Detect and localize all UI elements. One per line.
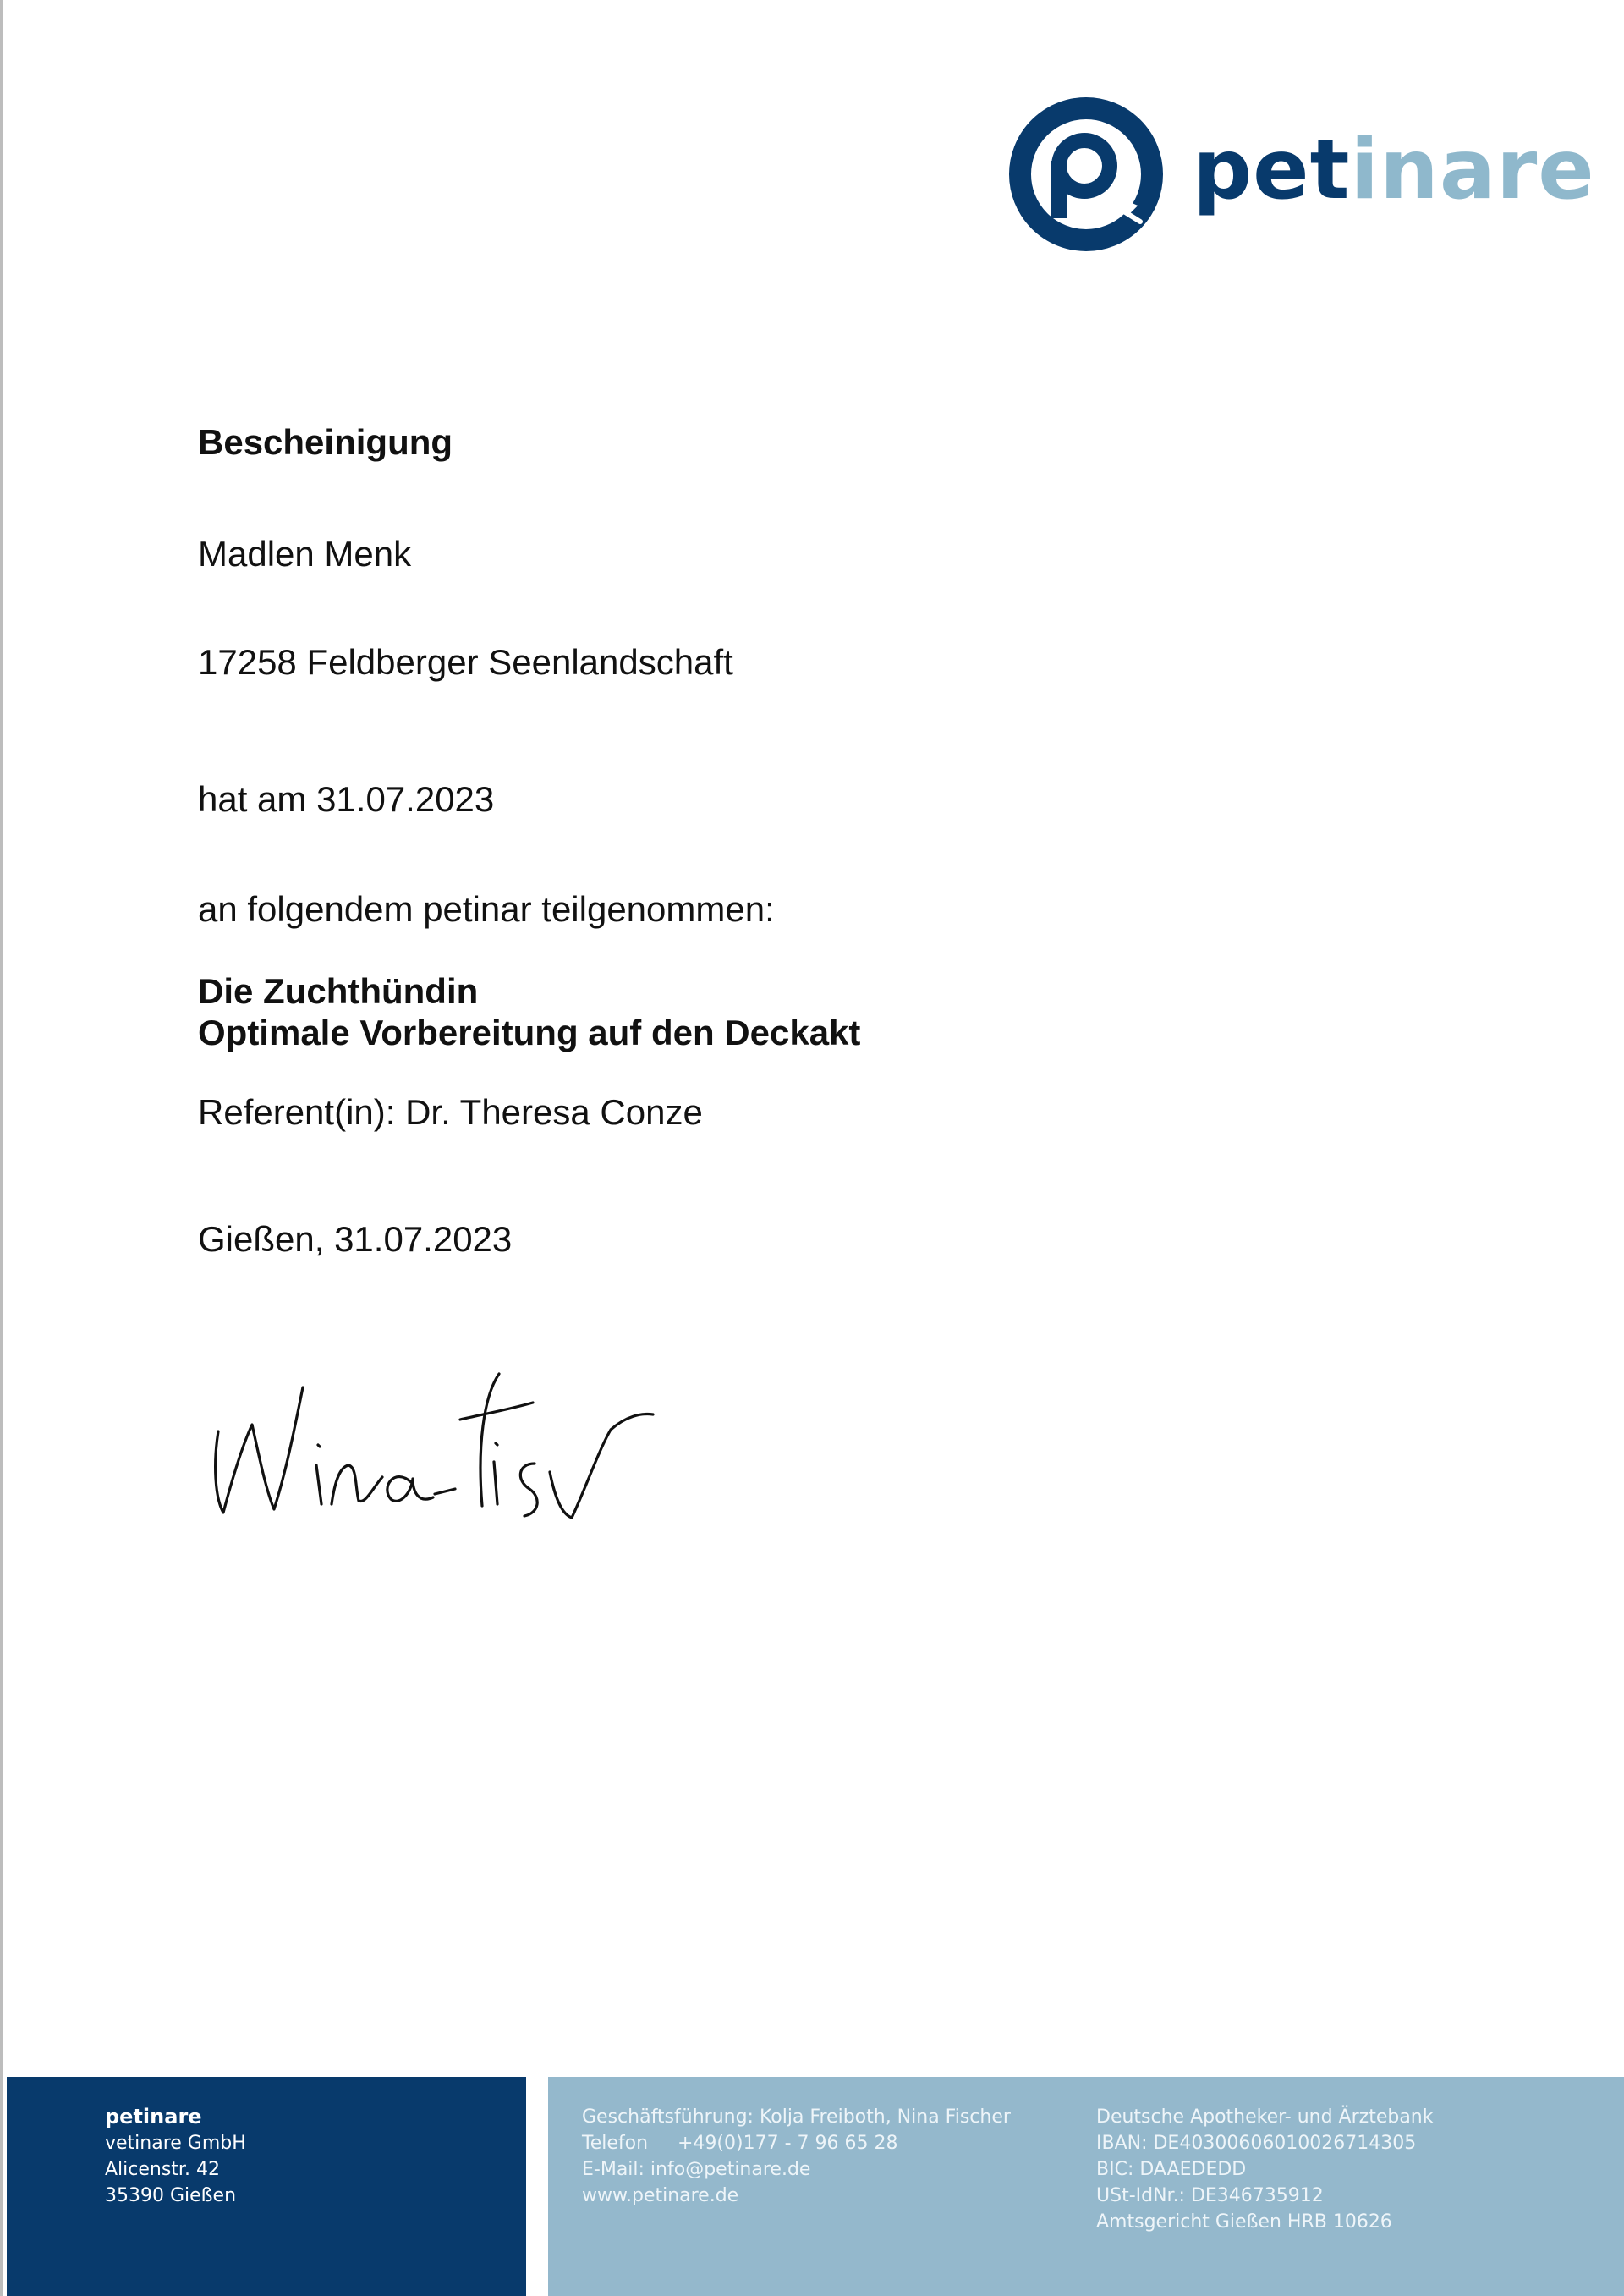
footer-contact	[582, 2104, 1011, 2209]
petinare-logo	[1007, 95, 1595, 255]
footer-bank	[1096, 2104, 1434, 2235]
footer-bank-name: Deutsche Apotheker- und Ärztebank	[1096, 2106, 1434, 2128]
participation-text: an folgendem petinar teilgenommen:	[198, 889, 775, 929]
footer-court: Amtsgericht Gießen HRB 10626	[1096, 2211, 1392, 2233]
footer-address	[105, 2104, 246, 2209]
footer-company: vetinare GmbH	[105, 2133, 246, 2154]
footer-website[interactable]: www.petinare.de	[582, 2185, 739, 2206]
page-left-border	[0, 0, 3, 2296]
footer-address-block	[7, 2077, 526, 2296]
footer-bic: BIC: DAAEDEDD	[1096, 2159, 1247, 2180]
footer-email[interactable]: E-Mail: info@petinare.de	[582, 2159, 811, 2180]
certificate-title: Bescheinigung	[198, 422, 453, 462]
footer-brand: petinare	[105, 2105, 202, 2128]
speaker: Referent(in): Dr. Theresa Conze	[198, 1092, 703, 1132]
footer-city: 35390 Gießen	[105, 2185, 237, 2206]
signature	[203, 1362, 660, 1531]
footer-phone: Telefon +49(0)177 - 7 96 65 28	[582, 2133, 898, 2154]
participation-date: hat am 31.07.2023	[198, 779, 495, 819]
footer-street: Alicenstr. 42	[105, 2159, 220, 2180]
footer-management: Geschäftsführung: Kolja Freiboth, Nina Fischer	[582, 2106, 1011, 2128]
participant-city: 17258 Feldberger Seenlandschaft	[198, 642, 733, 682]
petinare-logo-icon	[1007, 95, 1166, 254]
petinare-logo-wordmark: petinare	[1193, 122, 1595, 218]
footer-info-block	[548, 2077, 1624, 2296]
course-title	[198, 971, 860, 1053]
course-title-line1: Die Zuchthündin	[198, 971, 479, 1011]
participant-name: Madlen Menk	[198, 534, 412, 574]
footer-iban: IBAN: DE40300606010026714305	[1096, 2133, 1417, 2154]
place-date: Gießen, 31.07.2023	[198, 1219, 513, 1259]
course-title-line2: Optimale Vorbereitung auf den Deckakt	[198, 1012, 861, 1052]
footer-vat: USt-IdNr.: DE346735912	[1096, 2185, 1324, 2206]
